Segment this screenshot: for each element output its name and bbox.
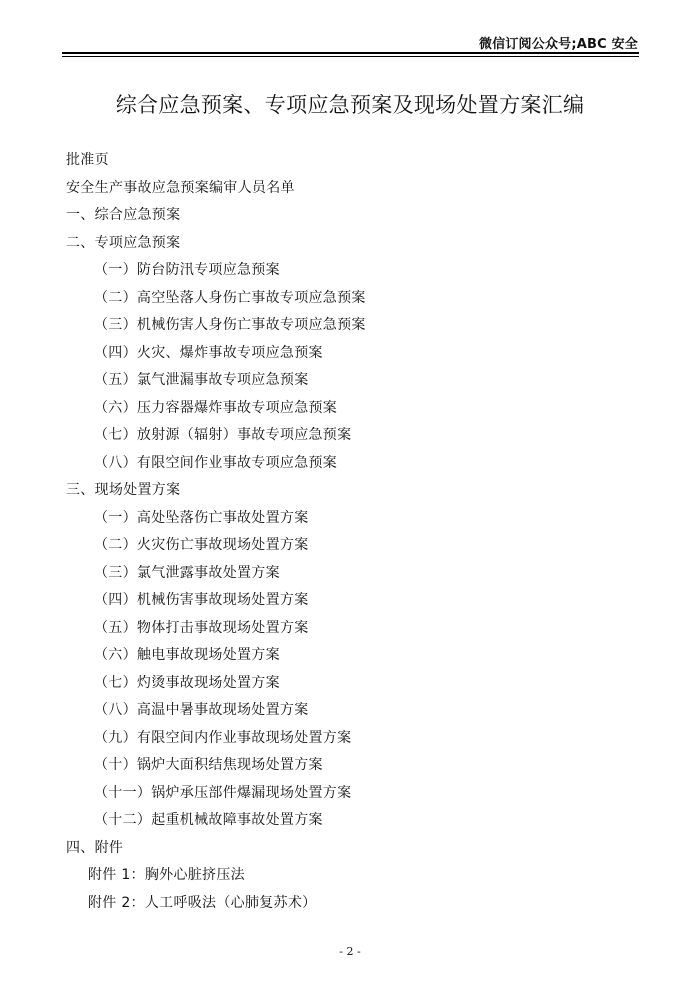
page-number: - 2 -: [339, 945, 361, 958]
toc-section-heading: 安全生产事故应急预案编审人员名单: [66, 179, 295, 196]
toc-section-heading: 一、综合应急预案: [66, 207, 181, 223]
toc-section-heading: 批准页: [66, 152, 109, 168]
document-title: 综合应急预案、专项应急预案及现场处置方案汇编: [115, 93, 585, 117]
toc-subitem: （七）灼烫事故现场处置方案: [94, 674, 280, 691]
toc-subitem: （八）高温中暑事故现场处置方案: [94, 702, 309, 718]
toc-subitem: （二）高空坠落人身伤亡事故专项应急预案: [94, 289, 366, 306]
toc-subitem: （七）放射源（辐射）事故专项应急预案: [94, 427, 352, 443]
toc-subitem: （一）高处坠落伤亡事故处置方案: [94, 509, 309, 526]
toc-subitem: （二）火灾伤亡事故现场处置方案: [94, 537, 309, 553]
toc-subitem: （三）机械伤害人身伤亡事故专项应急预案: [94, 317, 366, 333]
toc-section-heading: 四、附件: [66, 839, 124, 856]
toc-subitem: （九）有限空间内作业事故现场处置方案: [94, 729, 352, 746]
header-rule-thick: [62, 52, 639, 54]
toc-subitem: （五）物体打击事故现场处置方案: [94, 619, 309, 636]
toc-subitem: （五）氯气泄漏事故专项应急预案: [94, 372, 309, 388]
toc-subitem: （四）火灾、爆炸事故专项应急预案: [94, 344, 323, 361]
header-rule-thin: [62, 56, 639, 57]
toc-subitem: （十二）起重机械故障事故处置方案: [94, 812, 323, 828]
toc-appendix-item: 附件 1：胸外心脏挤压法: [88, 867, 245, 883]
toc-subitem: （十）锅炉大面积结焦现场处置方案: [94, 757, 323, 773]
toc-appendix-item: 附件 2：人工呼吸法（心肺复苏术）: [88, 894, 317, 911]
toc-subitem: （六）压力容器爆炸事故专项应急预案: [94, 399, 338, 416]
toc-subitem: （六）触电事故现场处置方案: [94, 647, 280, 663]
toc-subitem: （一）防台防汛专项应急预案: [94, 262, 280, 278]
toc-section-heading: 二、专项应急预案: [66, 234, 181, 251]
toc-section-heading: 三、现场处置方案: [66, 482, 181, 498]
toc-subitem: （十一）锅炉承压部件爆漏现场处置方案: [94, 784, 352, 801]
toc-subitem: （八）有限空间作业事故专项应急预案: [94, 454, 338, 471]
toc-subitem: （四）机械伤害事故现场处置方案: [94, 592, 309, 608]
header-text: 微信订阅公众号;ABC 安全: [478, 37, 638, 52]
toc-subitem: （三）氯气泄露事故处置方案: [94, 564, 280, 581]
